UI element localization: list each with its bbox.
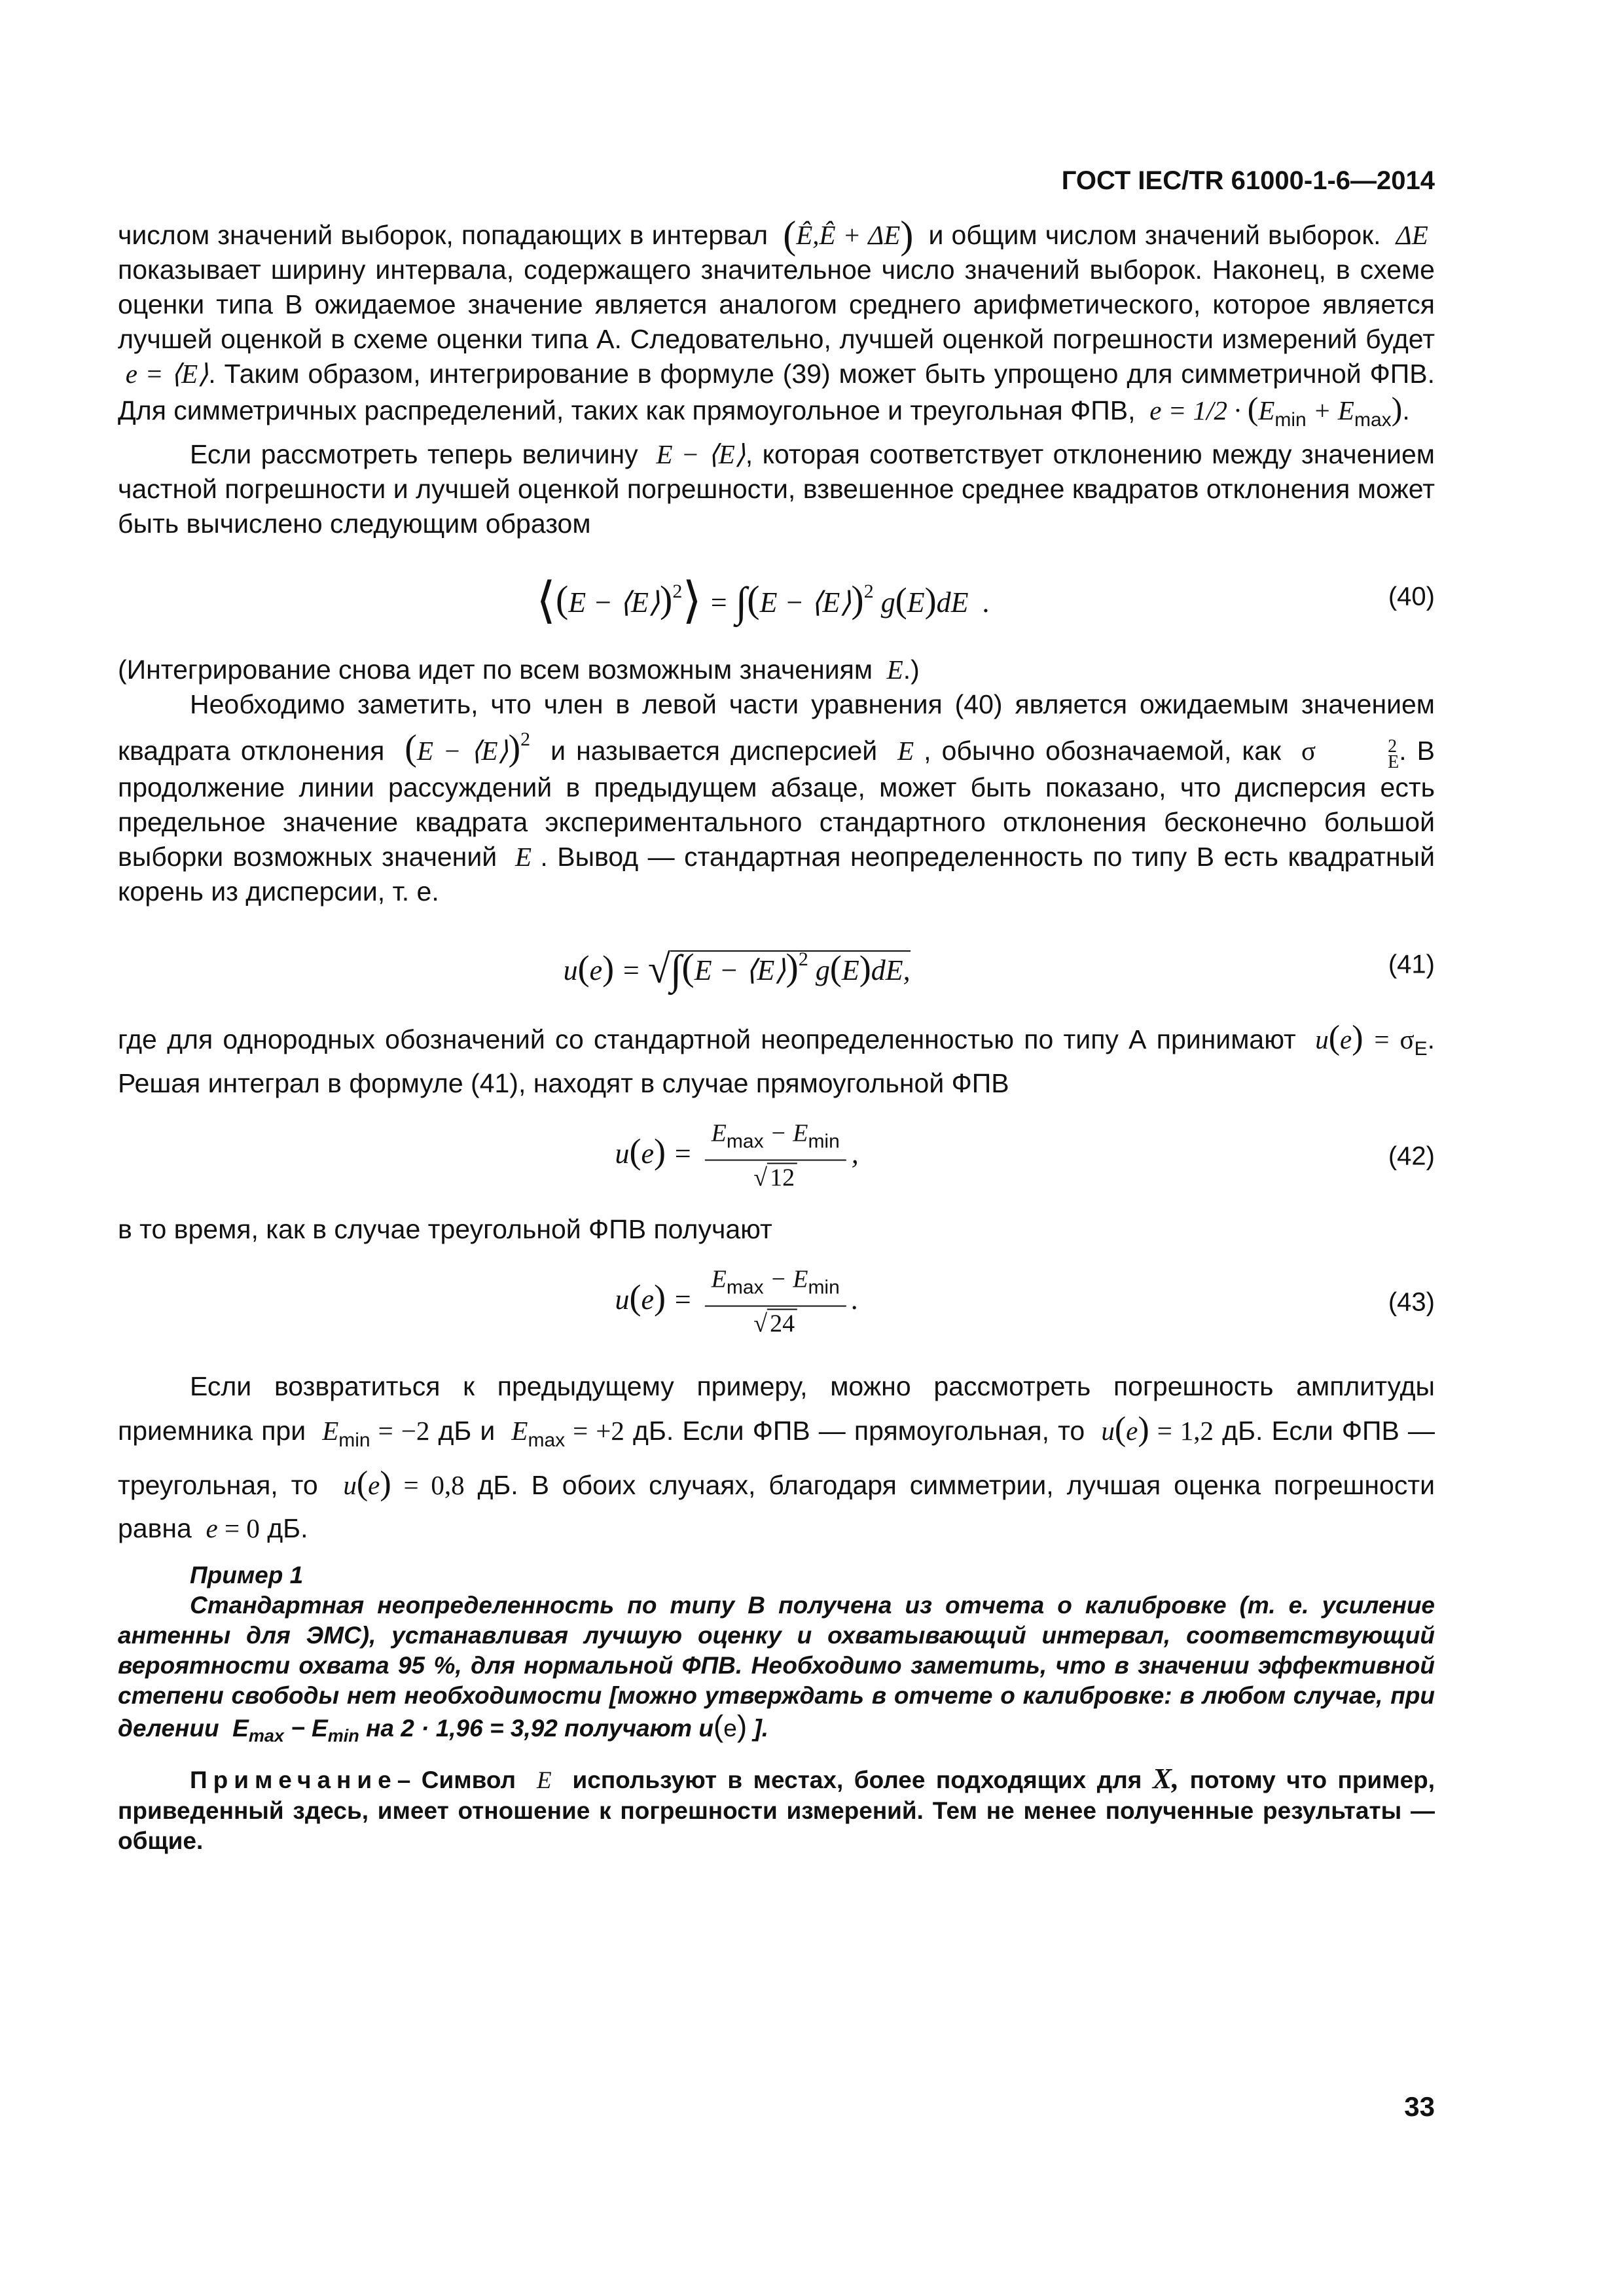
paragraph-1: числом значений выборок, попадающих в интервал (Ê,Ê + ΔE) и общим числом значений выборок. ΔE показывает ширину интервала, содержащего значительное число значений выборок. Наконец, в схеме оценки типа В ожидаемое значение является аналогом среднего арифметического, которое является лучшей оценкой в схеме оценки типа А. Следовательно, лучшей оценкой погрешности измерений будет e = ⟨E⟩. Таким образом, интегрирование в формуле (39) может быть упрощено для симметричной ФПВ. Для симметричных распределений, таких как прямоугольное и треугольная ФПВ, $e = 1/2 \cdot (E_{min} + E_{max})$. (118, 213, 1435, 431)
example-1: Пример 1 Стандартная неопределенность по типу В получена из отчета о калибровке (т. е. усиление антенны для ЭМС), устанавливая лучшую оценку и охватывающий интервал, соответствующий вероятности охвата 95 %, для нормальной ФПВ. Необходимо заметить, что в значении эффективной степени свободы нет необходимости [можно утверждать в отчете о калибровке: в любом случае, при делении $E_{max} - E_{min}$ на 2 · 1,96 = 3,92 получают u(e) ]. (118, 1562, 1435, 1746)
mean-formula: $e = 1/2 \cdot (E_{min} + E_{max})$ (1142, 390, 1403, 431)
document-page (118, 164, 1435, 1856)
paragraph-2: Если рассмотреть теперь величину E − ⟨E⟩, которая соответствует отклонению между значением частной погрешности и лучшей оценкой погрешности, взвешенное среднее квадратов отклонения может быть вычислено следующим образом (118, 439, 1435, 539)
equation-43: u(e) = $\frac{E_{max} - E_{min}}{√ 24}$ . (43) (615, 1265, 1435, 1338)
interval-formula: (Ê,Ê + ΔE) (783, 213, 914, 257)
equation-42: u(e) = $\frac{E_{max} - E_{min}}{√ 12}$ , (42) (615, 1119, 1435, 1192)
paragraph-7: Если возвратиться к предыдущему примеру, можно рассмотреть погрешность амплитуды приемника при $E_{min} = -2$ дБ и $E_{max} = +2$ дБ. Если ФПВ — прямоугольная, то u(e) = 1,2 дБ. Если ФПВ — треугольная, то u(e) = 0,8 дБ. В обоих случаях, благодаря симметрии, лучшая оценка погрешности равна e = 0 дБ. (118, 1371, 1435, 1543)
equation-41: u(e) = √∫(E − ⟨E⟩)$^2$ g(E)dE, (41) (563, 946, 1435, 993)
standard-header: ГОСТ IEC/TR 61000-1-6—2014 (1061, 166, 1435, 195)
equation-number: (40) (1388, 582, 1435, 611)
paragraph-6: в то время, как в случае треугольной ФПВ получают (118, 1214, 772, 1244)
note: Примечание– Символ E используют в местах, более подходящих для X, потому что пример, приведенный здесь, имеет отношение к погрешности измерений. Тем не менее полученные результаты — общие. (118, 1763, 1435, 1854)
equation-number: (43) (1388, 1287, 1435, 1317)
paragraph-4: Необходимо заметить, что член в левой части уравнения (40) является ожидаемым значением квадрата отклонения (E − ⟨E⟩)$^2$ и называется дисперсией E , обычно обозначаемой, как σ 2 E . В продолжение линии рассуждений в предыдущем абзаце, может быть показано, что дисперсия есть предельное значение квадрата экспериментального стандартного отклонения бесконечно большой выборки возможных значений E . Вывод — стандартная неопределенность по типу В есть квадратный корень из дисперсии, т. е. (118, 689, 1435, 906)
equation-number: (42) (1388, 1141, 1435, 1171)
paragraph-3: (Интегрирование снова идет по всем возможным значениям E.) (118, 655, 920, 685)
equation-number: (41) (1388, 950, 1435, 979)
example-title: Пример 1 (190, 1562, 304, 1588)
equation-40: ⟨(E − ⟨E⟩)$^2$⟩ = ∫(E − ⟨E⟩)$^2$ g(E)dE . (40) (536, 573, 1435, 628)
note-label: Примечание (190, 1767, 397, 1793)
paragraph-5: где для однородных обозначений со стандартной неопределенностью по типу А принимают $u(e) = \sigma_E$. Решая интеграл в формуле (41), находят в случае прямоугольной ФПВ (118, 1019, 1435, 1098)
page-number: 33 (1404, 2091, 1435, 2122)
